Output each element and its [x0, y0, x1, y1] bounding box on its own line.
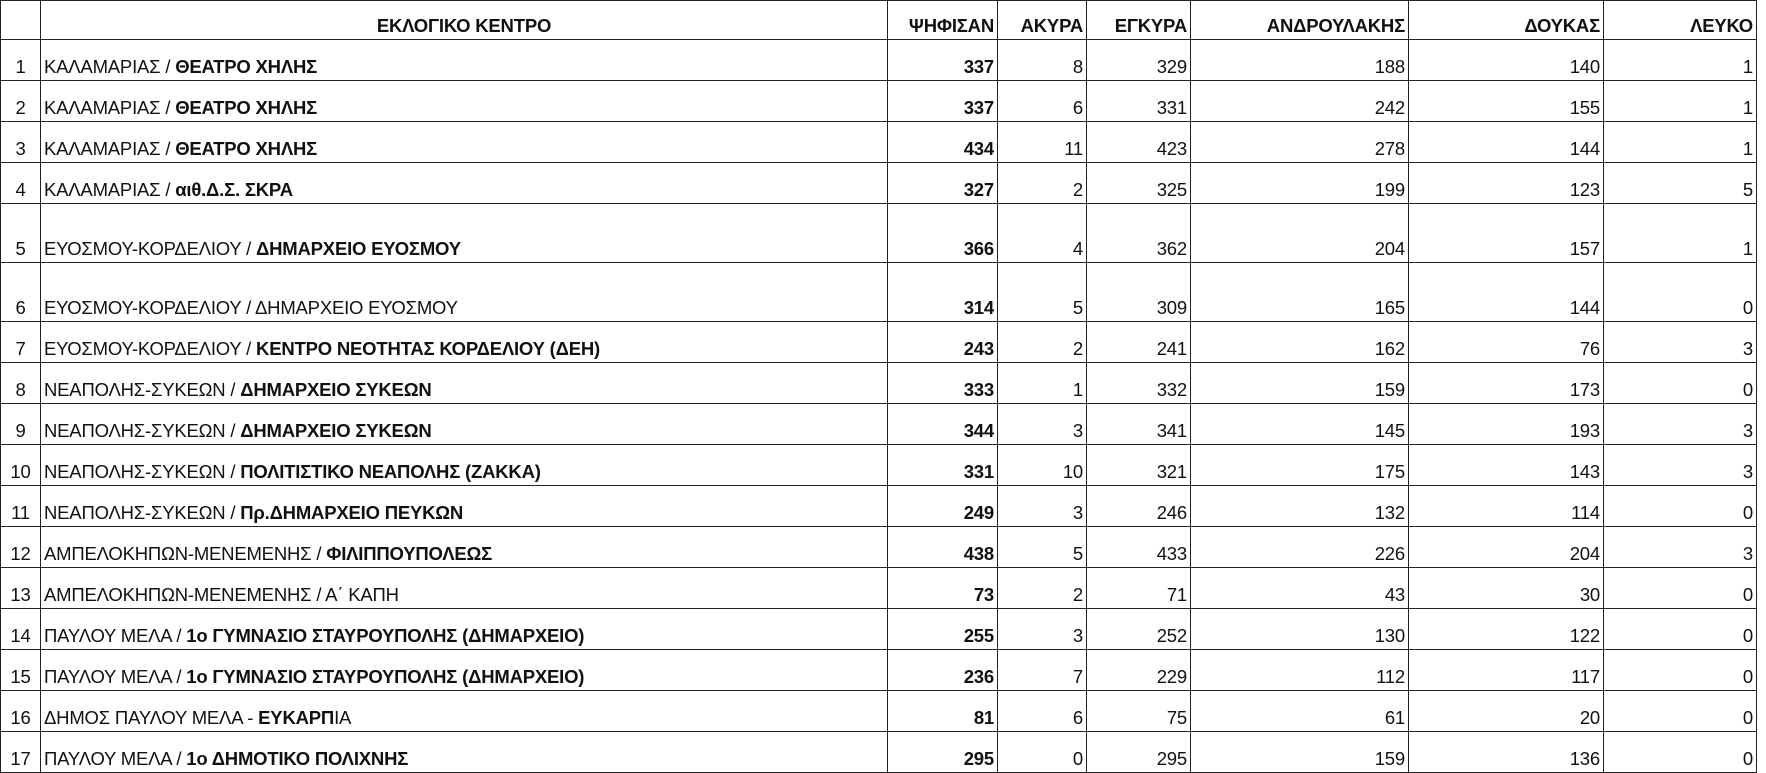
blank-cell: 0: [1604, 732, 1757, 773]
valid-cell: 423: [1087, 122, 1191, 163]
municipality: ΠΑΥΛΟΥ ΜΕΛΑ /: [44, 666, 187, 687]
valid-cell: 309: [1087, 263, 1191, 322]
doukas-cell: 157: [1409, 204, 1604, 263]
center-name: ΠΟΛΙΤΙΣΤΙΚΟ ΝΕΑΠΟΛΗΣ (ΖΑΚΚΑ): [240, 461, 541, 482]
row-index: 9: [1, 404, 41, 445]
header-androulakis: ΑΝΔΡΟΥΛΑΚΗΣ: [1191, 1, 1409, 40]
center-name: ΚΕΝΤΡΟ ΝΕΟΤΗΤΑΣ ΚΟΡΔΕΛΙΟΥ (ΔΕΗ): [256, 338, 600, 359]
blank-cell: 1: [1604, 122, 1757, 163]
table-row: [1, 486, 1757, 527]
valid-cell: 362: [1087, 204, 1191, 263]
invalid-cell: 2: [998, 568, 1087, 609]
header-center: ΕΚΛΟΓΙΚΟ ΚΕΝΤΡΟ: [41, 1, 888, 40]
voted-cell: 344: [888, 404, 998, 445]
municipality: ΑΜΠΕΛΟΚΗΠΩΝ-ΜΕΝΕΜΕΝΗΣ / Α΄ ΚΑΠΗ: [44, 584, 399, 605]
row-index: 10: [1, 445, 41, 486]
doukas-cell: 193: [1409, 404, 1604, 445]
municipality: ΚΑΛΑΜΑΡΙΑΣ /: [44, 56, 176, 77]
header-invalid: ΑΚΥΡΑ: [998, 1, 1087, 40]
androulakis-cell: 204: [1191, 204, 1409, 263]
polling-center-cell: [41, 650, 888, 691]
center-name: αιθ.Δ.Σ. ΣΚΡΑ: [175, 179, 293, 200]
voted-cell: 337: [888, 81, 998, 122]
municipality: ΑΜΠΕΛΟΚΗΠΩΝ-ΜΕΝΕΜΕΝΗΣ /: [44, 543, 327, 564]
androulakis-cell: 159: [1191, 732, 1409, 773]
voted-cell: 236: [888, 650, 998, 691]
header-index: [1, 1, 41, 40]
valid-cell: 246: [1087, 486, 1191, 527]
androulakis-cell: 61: [1191, 691, 1409, 732]
voted-cell: 366: [888, 204, 998, 263]
center-name: 1ο ΔΗΜΟΤΙΚΟ ΠΟΛΙΧΝΗΣ: [186, 748, 409, 769]
municipality: ΝΕΑΠΟΛΗΣ-ΣΥΚΕΩΝ /: [44, 420, 241, 441]
doukas-cell: 136: [1409, 732, 1604, 773]
valid-cell: 433: [1087, 527, 1191, 568]
row-index: 3: [1, 122, 41, 163]
blank-cell: 0: [1604, 363, 1757, 404]
row-index: 16: [1, 691, 41, 732]
blank-cell: 3: [1604, 445, 1757, 486]
valid-cell: 241: [1087, 322, 1191, 363]
doukas-cell: 30: [1409, 568, 1604, 609]
valid-cell: 325: [1087, 163, 1191, 204]
valid-cell: 252: [1087, 609, 1191, 650]
blank-cell: 0: [1604, 486, 1757, 527]
valid-cell: 229: [1087, 650, 1191, 691]
table-row: [1, 568, 1757, 609]
municipality: ΝΕΑΠΟΛΗΣ-ΣΥΚΕΩΝ /: [44, 502, 241, 523]
table-row: [1, 404, 1757, 445]
androulakis-cell: 162: [1191, 322, 1409, 363]
voted-cell: 314: [888, 263, 998, 322]
table-row: [1, 732, 1757, 773]
valid-cell: 295: [1087, 732, 1191, 773]
doukas-cell: 20: [1409, 691, 1604, 732]
valid-cell: 75: [1087, 691, 1191, 732]
header-doukas: ΔΟΥΚΑΣ: [1409, 1, 1604, 40]
table-row: [1, 163, 1757, 204]
polling-center-cell: [41, 691, 888, 732]
polling-center-cell: [41, 732, 888, 773]
center-name: ΘΕΑΤΡΟ ΧΗΛΗΣ: [175, 56, 318, 77]
row-index: 11: [1, 486, 41, 527]
blank-cell: 0: [1604, 263, 1757, 322]
blank-cell: 1: [1604, 40, 1757, 81]
androulakis-cell: 159: [1191, 363, 1409, 404]
invalid-cell: 10: [998, 445, 1087, 486]
row-index: 17: [1, 732, 41, 773]
androulakis-cell: 132: [1191, 486, 1409, 527]
valid-cell: 329: [1087, 40, 1191, 81]
voted-cell: 243: [888, 322, 998, 363]
row-index: 1: [1, 40, 41, 81]
row-index: 2: [1, 81, 41, 122]
doukas-cell: 117: [1409, 650, 1604, 691]
blank-cell: 1: [1604, 81, 1757, 122]
voted-cell: 81: [888, 691, 998, 732]
municipality: ΚΑΛΑΜΑΡΙΑΣ /: [44, 179, 176, 200]
table-row: [1, 40, 1757, 81]
voted-cell: 333: [888, 363, 998, 404]
doukas-cell: 123: [1409, 163, 1604, 204]
table-row: [1, 527, 1757, 568]
table-row: [1, 122, 1757, 163]
androulakis-cell: 145: [1191, 404, 1409, 445]
row-index: 12: [1, 527, 41, 568]
voted-cell: 331: [888, 445, 998, 486]
invalid-cell: 2: [998, 163, 1087, 204]
blank-cell: 3: [1604, 322, 1757, 363]
valid-cell: 341: [1087, 404, 1191, 445]
table-row: [1, 322, 1757, 363]
center-name: ΔΗΜΑΡΧΕΙΟ ΕΥΟΣΜΟΥ: [256, 238, 461, 259]
municipality: ΚΑΛΑΜΑΡΙΑΣ /: [44, 97, 176, 118]
polling-center-cell: [41, 81, 888, 122]
invalid-cell: 5: [998, 527, 1087, 568]
doukas-cell: 114: [1409, 486, 1604, 527]
table-row: [1, 363, 1757, 404]
valid-cell: 332: [1087, 363, 1191, 404]
row-index: 14: [1, 609, 41, 650]
invalid-cell: 0: [998, 732, 1087, 773]
androulakis-cell: 43: [1191, 568, 1409, 609]
table-row: [1, 263, 1757, 322]
valid-cell: 71: [1087, 568, 1191, 609]
blank-cell: 5: [1604, 163, 1757, 204]
table-row: [1, 445, 1757, 486]
table-row: [1, 609, 1757, 650]
polling-center-cell: [41, 609, 888, 650]
center-name-rest: ΙΑ: [334, 707, 352, 728]
androulakis-cell: 175: [1191, 445, 1409, 486]
doukas-cell: 173: [1409, 363, 1604, 404]
invalid-cell: 6: [998, 81, 1087, 122]
polling-center-cell: [41, 263, 888, 322]
voted-cell: 295: [888, 732, 998, 773]
polling-center-cell: [41, 322, 888, 363]
voted-cell: 438: [888, 527, 998, 568]
table-row: [1, 204, 1757, 263]
valid-cell: 321: [1087, 445, 1191, 486]
doukas-cell: 143: [1409, 445, 1604, 486]
androulakis-cell: 226: [1191, 527, 1409, 568]
table-row: [1, 81, 1757, 122]
row-index: 13: [1, 568, 41, 609]
municipality: ΝΕΑΠΟΛΗΣ-ΣΥΚΕΩΝ /: [44, 461, 241, 482]
row-index: 15: [1, 650, 41, 691]
invalid-cell: 4: [998, 204, 1087, 263]
polling-center-cell: [41, 568, 888, 609]
androulakis-cell: 199: [1191, 163, 1409, 204]
municipality: ΠΑΥΛΟΥ ΜΕΛΑ /: [44, 625, 187, 646]
header-valid: ΕΓΚΥΡΑ: [1087, 1, 1191, 40]
polling-center-cell: [41, 40, 888, 81]
invalid-cell: 3: [998, 486, 1087, 527]
voted-cell: 434: [888, 122, 998, 163]
invalid-cell: 5: [998, 263, 1087, 322]
polling-center-cell: [41, 163, 888, 204]
blank-cell: 0: [1604, 650, 1757, 691]
polling-center-cell: [41, 404, 888, 445]
androulakis-cell: 242: [1191, 81, 1409, 122]
doukas-cell: 144: [1409, 122, 1604, 163]
center-name: ΕΥΚΑΡΠ: [258, 707, 335, 728]
center-name: 1ο ΓΥΜΝΑΣΙΟ ΣΤΑΥΡΟΥΠΟΛΗΣ (ΔΗΜΑΡΧΕΙΟ): [186, 625, 585, 646]
row-index: 8: [1, 363, 41, 404]
center-name: ΔΗΜΑΡΧΕΙΟ ΣΥΚΕΩΝ: [240, 379, 432, 400]
polling-center-cell: [41, 204, 888, 263]
valid-cell: 331: [1087, 81, 1191, 122]
municipality: ΚΑΛΑΜΑΡΙΑΣ /: [44, 138, 176, 159]
blank-cell: 1: [1604, 204, 1757, 263]
table-row: [1, 691, 1757, 732]
voted-cell: 73: [888, 568, 998, 609]
center-name: ΘΕΑΤΡΟ ΧΗΛΗΣ: [175, 97, 318, 118]
androulakis-cell: 278: [1191, 122, 1409, 163]
municipality: ΔΗΜΟΣ ΠΑΥΛΟΥ ΜΕΛΑ -: [44, 707, 259, 728]
polling-center-cell: [41, 363, 888, 404]
municipality: ΕΥΟΣΜΟΥ-ΚΟΡΔΕΛΙΟΥ /: [44, 238, 257, 259]
androulakis-cell: 130: [1191, 609, 1409, 650]
doukas-cell: 204: [1409, 527, 1604, 568]
header-voted: ΨΗΦΙΣΑΝ: [888, 1, 998, 40]
voted-cell: 255: [888, 609, 998, 650]
androulakis-cell: 165: [1191, 263, 1409, 322]
invalid-cell: 11: [998, 122, 1087, 163]
voted-cell: 337: [888, 40, 998, 81]
row-index: 6: [1, 263, 41, 322]
center-name: ΔΗΜΑΡΧΕΙΟ ΣΥΚΕΩΝ: [240, 420, 432, 441]
invalid-cell: 7: [998, 650, 1087, 691]
municipality: ΠΑΥΛΟΥ ΜΕΛΑ /: [44, 748, 187, 769]
polling-center-cell: [41, 527, 888, 568]
androulakis-cell: 112: [1191, 650, 1409, 691]
center-name: Πρ.ΔΗΜΑΡΧΕΙΟ ΠΕΥΚΩΝ: [240, 502, 464, 523]
voted-cell: 327: [888, 163, 998, 204]
center-name: ΦΙΛΙΠΠΟΥΠΟΛΕΩΣ: [326, 543, 493, 564]
municipality: ΕΥΟΣΜΟΥ-ΚΟΡΔΕΛΙΟΥ / ΔΗΜΑΡΧΕΙΟ ΕΥΟΣΜΟΥ: [44, 297, 458, 318]
blank-cell: 0: [1604, 609, 1757, 650]
row-index: 7: [1, 322, 41, 363]
municipality: ΝΕΑΠΟΛΗΣ-ΣΥΚΕΩΝ /: [44, 379, 241, 400]
row-index: 5: [1, 204, 41, 263]
table-row: [1, 650, 1757, 691]
invalid-cell: 3: [998, 609, 1087, 650]
municipality: ΕΥΟΣΜΟΥ-ΚΟΡΔΕΛΙΟΥ /: [44, 338, 257, 359]
invalid-cell: 2: [998, 322, 1087, 363]
doukas-cell: 76: [1409, 322, 1604, 363]
polling-center-cell: [41, 486, 888, 527]
invalid-cell: 6: [998, 691, 1087, 732]
blank-cell: 3: [1604, 404, 1757, 445]
header-row: [1, 1, 1757, 40]
voted-cell: 249: [888, 486, 998, 527]
doukas-cell: 140: [1409, 40, 1604, 81]
header-blank: ΛΕΥΚΟ: [1604, 1, 1757, 40]
invalid-cell: 8: [998, 40, 1087, 81]
doukas-cell: 122: [1409, 609, 1604, 650]
invalid-cell: 3: [998, 404, 1087, 445]
androulakis-cell: 188: [1191, 40, 1409, 81]
center-name: 1ο ΓΥΜΝΑΣΙΟ ΣΤΑΥΡΟΥΠΟΛΗΣ (ΔΗΜΑΡΧΕΙΟ): [186, 666, 585, 687]
row-index: 4: [1, 163, 41, 204]
blank-cell: 3: [1604, 527, 1757, 568]
blank-cell: 0: [1604, 568, 1757, 609]
blank-cell: 0: [1604, 691, 1757, 732]
polling-center-cell: [41, 445, 888, 486]
doukas-cell: 155: [1409, 81, 1604, 122]
polling-center-cell: [41, 122, 888, 163]
doukas-cell: 144: [1409, 263, 1604, 322]
center-name: ΘΕΑΤΡΟ ΧΗΛΗΣ: [175, 138, 318, 159]
invalid-cell: 1: [998, 363, 1087, 404]
